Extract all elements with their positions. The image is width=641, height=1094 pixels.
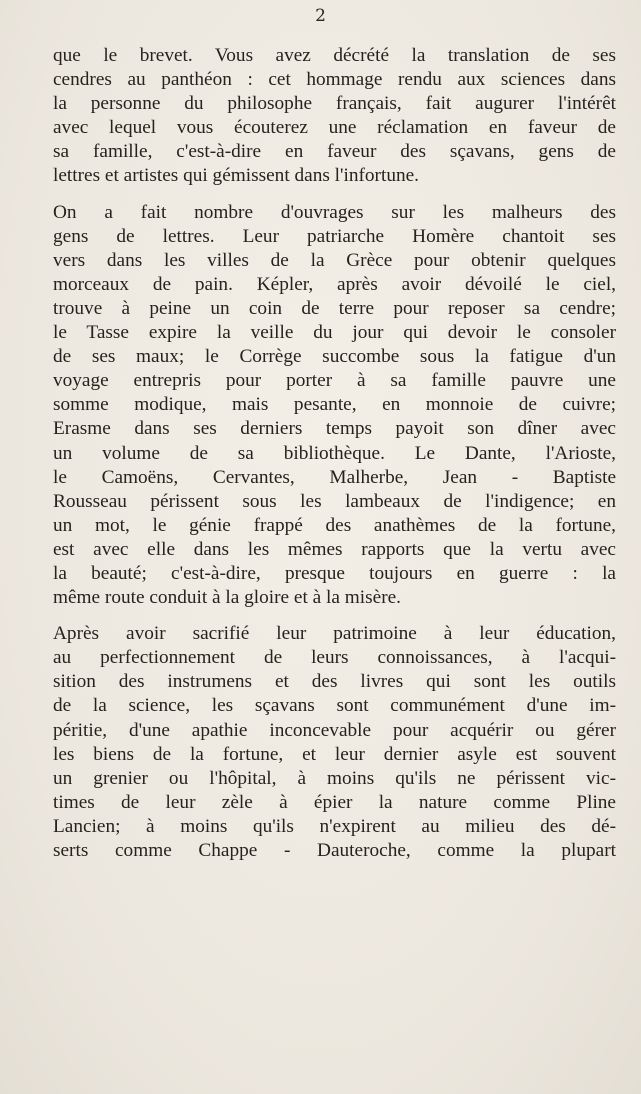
- body-text: [53, 44, 616, 879]
- text-line: que le brevet. Vous avez décrété la translation de ses: [53, 45, 616, 66]
- text-line: vers dans les villes de la Grèce pour obtenir quelques: [53, 249, 616, 271]
- text-line: trouve à peine un coin de terre pour reposer sa cendre;: [53, 297, 616, 319]
- text-line: Après avoir sacrifié leur patrimoine à leur éducation,: [53, 623, 616, 645]
- text-line: un grenier ou l'hôpital, à moins qu'ils ne périssent vic-: [53, 767, 616, 789]
- text-line: le Tasse expire la veille du jour qui devoir le consoler: [53, 322, 616, 344]
- text-line: avec lequel vous écouterez une réclamation en faveur de: [53, 117, 616, 139]
- text-line: On a fait nombre d'ouvrages sur les malheurs des: [53, 201, 616, 223]
- text-line: de la science, les sçavans sont communément d'une im-: [53, 695, 616, 717]
- text-line: la beauté; c'est-à-dire, presque toujours en guerre : la: [53, 562, 616, 584]
- text-line: péritie, d'une apathie inconcevable pour acquérir ou gérer: [53, 719, 616, 741]
- text-line: serts comme Chappe - Dauteroche, comme la plupart: [53, 840, 616, 861]
- text-line: au perfectionnement de leurs connoissances, à l'acqui-: [53, 647, 616, 669]
- text-line: somme modique, mais pesante, en monnoie de cuivre;: [53, 394, 616, 416]
- paragraph-2: [53, 201, 616, 611]
- text-line: un volume de sa bibliothèque. Le Dante, l'Arioste,: [53, 442, 616, 464]
- text-line: times de leur zèle à épier la nature comme Pline: [53, 791, 616, 813]
- text-line: cendres au panthéon : cet hommage rendu aux sciences dans: [53, 69, 616, 91]
- text-line: Lancien; à moins qu'ils n'expirent au milieu des dé-: [53, 815, 616, 837]
- text-line: lettres et artistes qui gémissent dans l'infortune.: [53, 165, 419, 187]
- text-line: même route conduit à la gloire et à la misère.: [53, 587, 401, 609]
- paragraph-3: [53, 622, 616, 863]
- text-line: la personne du philosophe français, fait augurer l'intérêt: [53, 93, 616, 115]
- text-line: sa famille, c'est-à-dire en faveur des sçavans, gens de: [53, 141, 616, 163]
- text-line: de ses maux; le Corrège succombe sous la fatigue d'un: [53, 346, 616, 368]
- text-line: Erasme dans ses derniers temps payoit son dîner avec: [53, 418, 616, 440]
- text-line: voyage entrepris pour porter à sa famille pauvre une: [53, 370, 616, 392]
- paragraph-1: [53, 44, 616, 189]
- text-line: Rousseau périssent sous les lambeaux de l'indigence; en: [53, 490, 616, 512]
- text-line: un mot, le génie frappé des anathèmes de la fortune,: [53, 514, 616, 536]
- text-line: gens de lettres. Leur patriarche Homère chantoit ses: [53, 225, 616, 247]
- text-line: est avec elle dans les mêmes rapports que la vertu avec: [53, 538, 616, 560]
- text-line: morceaux de pain. Képler, après avoir dévoilé le ciel,: [53, 273, 616, 295]
- text-line: le Camoëns, Cervantes, Malherbe, Jean - Baptiste: [53, 466, 616, 488]
- page-number: 2: [315, 6, 326, 26]
- text-line: les biens de la fortune, et leur dernier asyle est souvent: [53, 743, 616, 765]
- text-line: sition des instrumens et des livres qui sont les outils: [53, 671, 616, 693]
